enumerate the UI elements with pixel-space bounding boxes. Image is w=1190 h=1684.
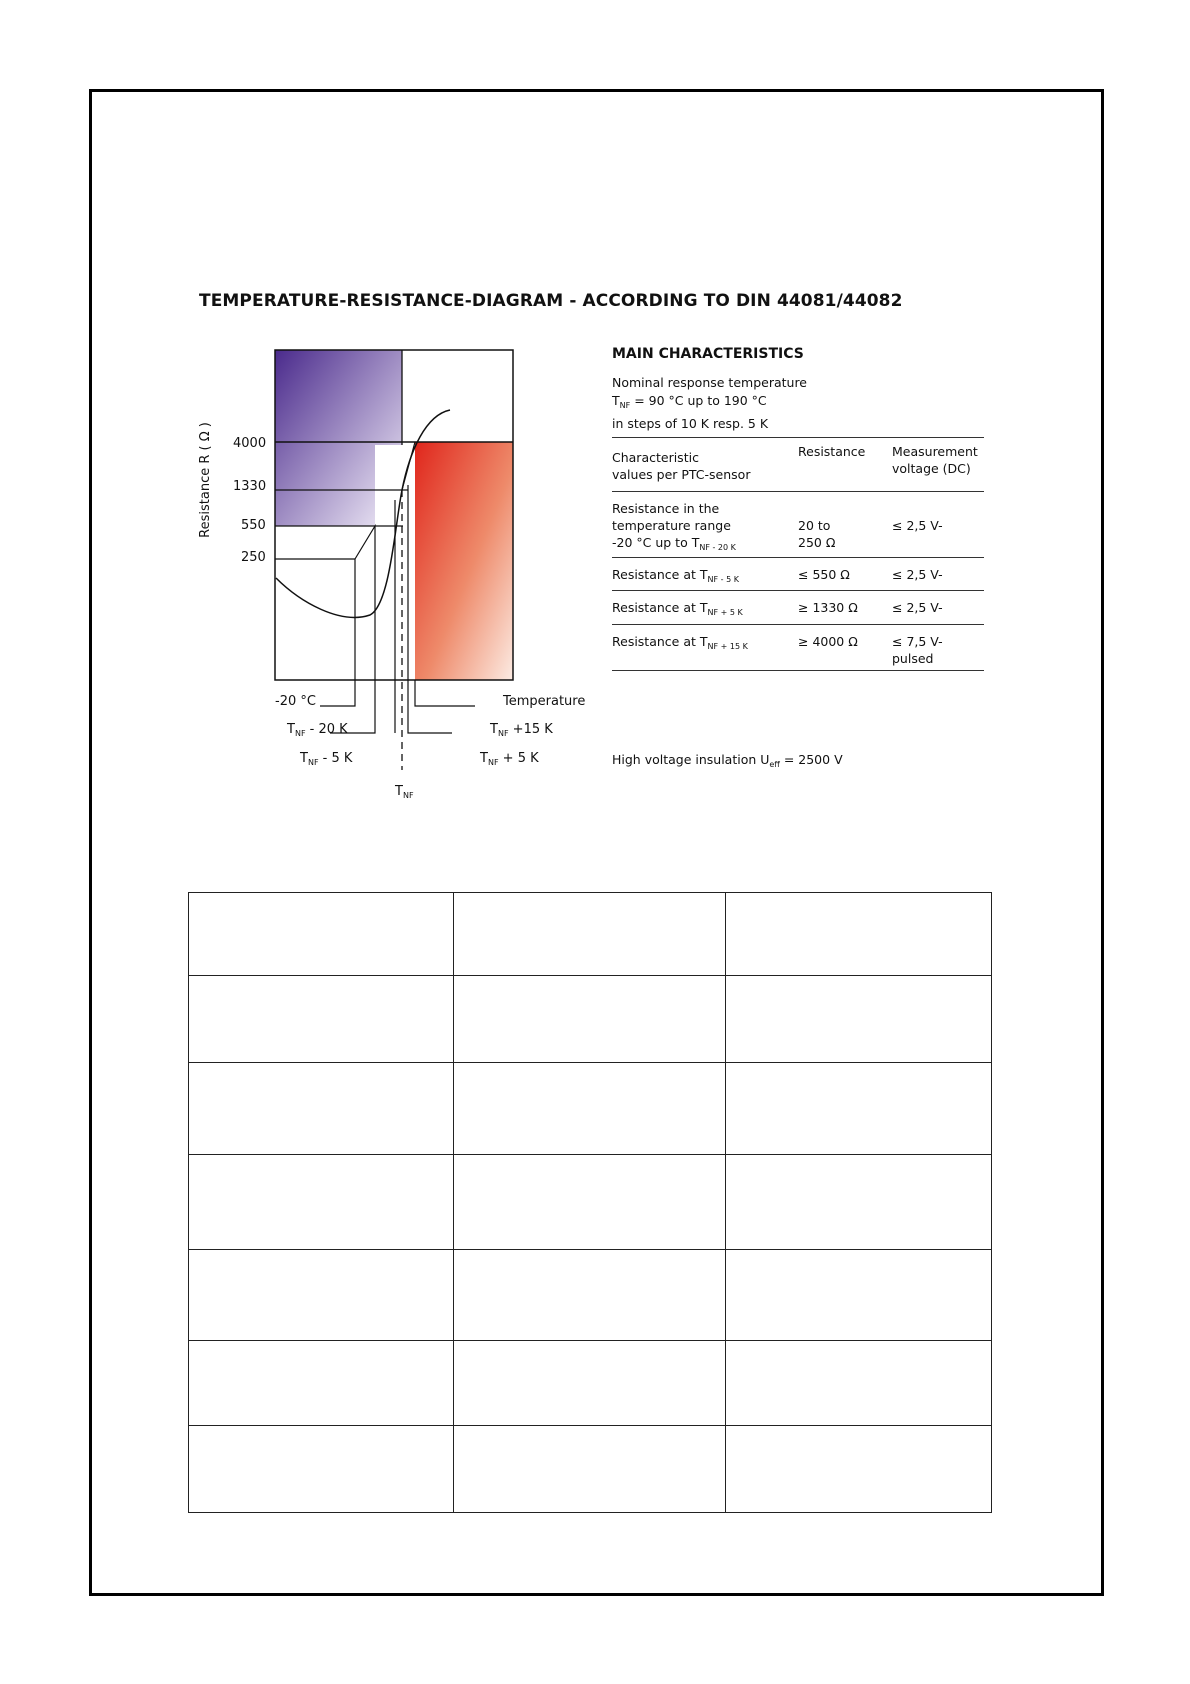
grid-cell — [726, 893, 992, 976]
row3-col3: ≤ 2,5 V- — [892, 600, 943, 615]
label-tnf-minus20: $T_{NF} - 20$ K — [287, 722, 348, 738]
cold-region — [275, 350, 402, 526]
label-tnf-plus5: $T_{NF} + 5$ K — [480, 751, 539, 767]
row4-col1: Resistance at $T_{NF + 15 K}$ — [612, 634, 748, 651]
grid-cell — [189, 976, 454, 1063]
label-tnf: $T_{NF}$ — [395, 784, 414, 800]
row4-col3-line2: pulsed — [892, 651, 934, 666]
grid-cell — [726, 1155, 992, 1250]
grid-cell — [726, 1426, 992, 1513]
nominal-line-3: in steps of 10 K resp. 5 K — [612, 416, 769, 431]
row3-col1: Resistance at $T_{NF + 5 K}$ — [612, 600, 743, 617]
high-voltage-insulation: High voltage insulation $U_{eff} = 2500$ V — [612, 752, 843, 769]
table-row — [612, 491, 984, 558]
grid-cell — [189, 1426, 454, 1513]
grid-cell — [189, 1250, 454, 1341]
header-col3-line1: Measurement — [892, 444, 978, 459]
grid-cell — [726, 976, 992, 1063]
characteristics-heading: MAIN CHARACTERISTICS — [612, 346, 804, 362]
header-col1-line1: Characteristic — [612, 450, 699, 465]
row1-col2-line1: 20 to — [798, 518, 831, 533]
temperature-resistance-diagram — [190, 340, 600, 815]
row4-col2: ≥ 4000 Ω — [798, 634, 858, 649]
cube-edge — [355, 526, 375, 680]
grid-cell — [454, 1250, 726, 1341]
row1-col1-line1: Resistance in the — [612, 501, 720, 516]
y-tick-550: 550 — [241, 518, 266, 533]
header-col3-line2: voltage (DC) — [892, 461, 971, 476]
table-row — [189, 893, 992, 976]
table-row — [189, 1250, 992, 1341]
grid-cell — [454, 1155, 726, 1250]
label-temperature: Temperature — [503, 694, 586, 709]
label-minus20: -20 °C — [275, 694, 316, 709]
y-tick-1330: 1330 — [233, 479, 267, 494]
nominal-line-1: Nominal response temperature — [612, 375, 807, 390]
grid-cell — [726, 1341, 992, 1426]
table-row — [189, 1426, 992, 1513]
row1-col2-line2: 250 Ω — [798, 535, 836, 550]
page-title: TEMPERATURE-RESISTANCE-DIAGRAM - ACCORDING TO DIN 44081/44082 — [199, 291, 903, 311]
grid-cell — [189, 893, 454, 976]
grid-cell — [454, 1426, 726, 1513]
row1-col1-line2: temperature range — [612, 518, 731, 533]
grid-cell — [454, 1063, 726, 1155]
main-characteristics — [612, 346, 984, 433]
header-col2: Resistance — [798, 444, 866, 459]
label-tnf-minus5: $T_{NF} - 5$ K — [300, 751, 353, 767]
grid-cell — [189, 1063, 454, 1155]
table-row — [189, 976, 992, 1063]
grid-cell — [726, 1250, 992, 1341]
row2-col2: ≤ 550 Ω — [798, 567, 850, 582]
row2-col1: Resistance at $T_{NF - 5 K}$ — [612, 567, 739, 584]
grid-cell — [189, 1155, 454, 1250]
label-tnf-plus15: $T_{NF} +15$ K — [490, 722, 553, 738]
header-col1-line2: values per PTC-sensor — [612, 467, 751, 482]
table-row — [612, 590, 984, 625]
table-row — [612, 557, 984, 591]
empty-grid-table — [188, 892, 992, 1513]
grid-cell — [454, 976, 726, 1063]
table-row — [189, 1063, 992, 1155]
row2-col3: ≤ 2,5 V- — [892, 567, 943, 582]
table-row — [189, 1155, 992, 1250]
grid-cell — [454, 893, 726, 976]
hot-region — [415, 442, 513, 680]
grid-cell — [726, 1063, 992, 1155]
characteristics-table-header — [612, 437, 984, 492]
grid-cell — [454, 1341, 726, 1426]
nominal-line-2: $T_{NF} = 90$ °C up to 190 °C — [612, 393, 767, 410]
row1-col3: ≤ 2,5 V- — [892, 518, 943, 533]
y-axis-label: Resistance R ( Ω ) — [198, 422, 213, 538]
grid-cell — [189, 1341, 454, 1426]
row3-col2: ≥ 1330 Ω — [798, 600, 858, 615]
row4-col3-line1: ≤ 7,5 V- — [892, 634, 943, 649]
y-tick-4000: 4000 — [233, 436, 267, 451]
leader-minus20 — [320, 680, 355, 706]
y-tick-250: 250 — [241, 550, 266, 565]
table-row — [612, 624, 984, 671]
row1-col1-line3: -20 °C up to $T_{NF - 20 K}$ — [612, 535, 736, 552]
leader-tnf-plus15 — [415, 680, 475, 706]
table-row — [189, 1341, 992, 1426]
